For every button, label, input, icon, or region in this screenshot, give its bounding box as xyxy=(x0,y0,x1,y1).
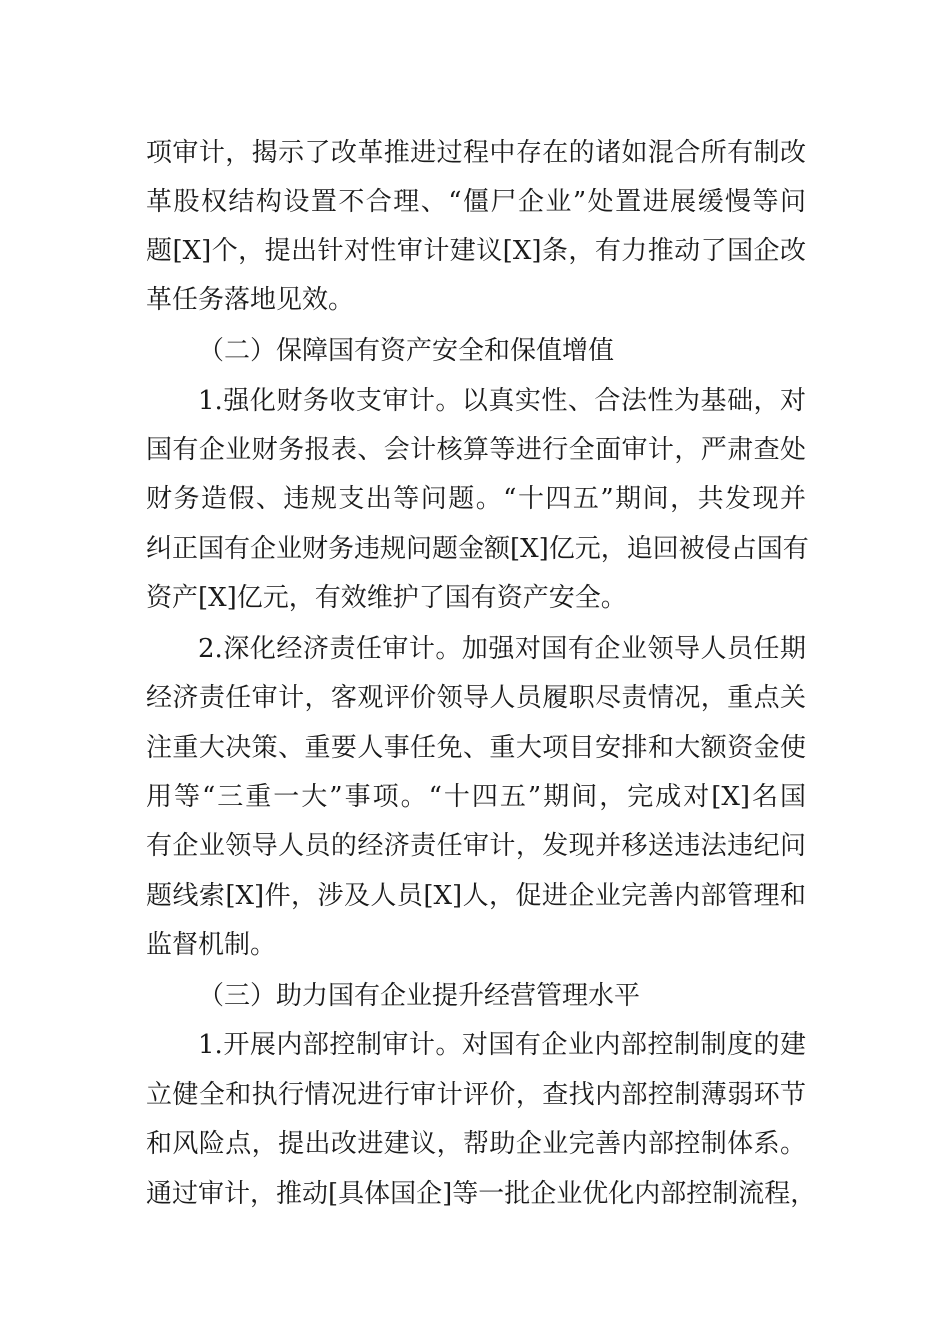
text-line: 革任务落地见效。 xyxy=(146,285,355,315)
text-line: 题[X]个，提出针对性审计建议[X]条，有力推动了国企改 xyxy=(146,236,806,266)
text-line: 和风险点，提出改进建议，帮助企业完善内部控制体系。 xyxy=(146,1129,806,1159)
text-line: 监督机制。 xyxy=(146,930,277,960)
text-line: 注重大决策、重要人事任免、重大项目安排和大额资金使 xyxy=(146,733,806,763)
text-line: 通过审计，推动[具体国企]等一批企业优化内部控制流程， xyxy=(146,1179,817,1209)
text-line: 有企业领导人员的经济责任审计，发现并移送违法违纪问 xyxy=(146,831,806,861)
text-line: 项审计，揭示了改革推进过程中存在的诸如混合所有制改 xyxy=(146,138,806,168)
text-line: 用等“三重一大”事项。“十四五”期间，完成对[X]名国 xyxy=(146,782,806,812)
text-line: 纠正国有企业财务违规问题金额[X]亿元，追回被侵占国有 xyxy=(146,534,809,564)
text-line: 经济责任审计，客观评价领导人员履职尽责情况，重点关 xyxy=(146,683,806,713)
paragraph-first-line: 2.深化经济责任审计。加强对国有企业领导人员任期 xyxy=(198,634,806,664)
text-line: 革股权结构设置不合理、“僵尸企业”处置进展缓慢等问 xyxy=(146,187,806,217)
text-line: 立健全和执行情况进行审计评价，查找内部控制薄弱环节 xyxy=(146,1080,806,1110)
paragraph-first-line: 1.强化财务收支审计。以真实性、合法性为基础，对 xyxy=(198,386,806,416)
section-heading: （二）保障国有资产安全和保值增值 xyxy=(198,336,615,366)
text-line: 财务造假、违规支出等问题。“十四五”期间，共发现并 xyxy=(146,484,806,514)
text-line: 题线索[X]件，涉及人员[X]人，促进企业完善内部管理和 xyxy=(146,881,806,911)
text-line: 国有企业财务报表、会计核算等进行全面审计，严肃查处 xyxy=(146,435,806,465)
text-line: 资产[X]亿元，有效维护了国有资产安全。 xyxy=(146,583,627,613)
paragraph-first-line: 1.开展内部控制审计。对国有企业内部控制制度的建 xyxy=(198,1030,806,1060)
section-heading: （三）助力国有企业提升经营管理水平 xyxy=(198,981,641,1011)
